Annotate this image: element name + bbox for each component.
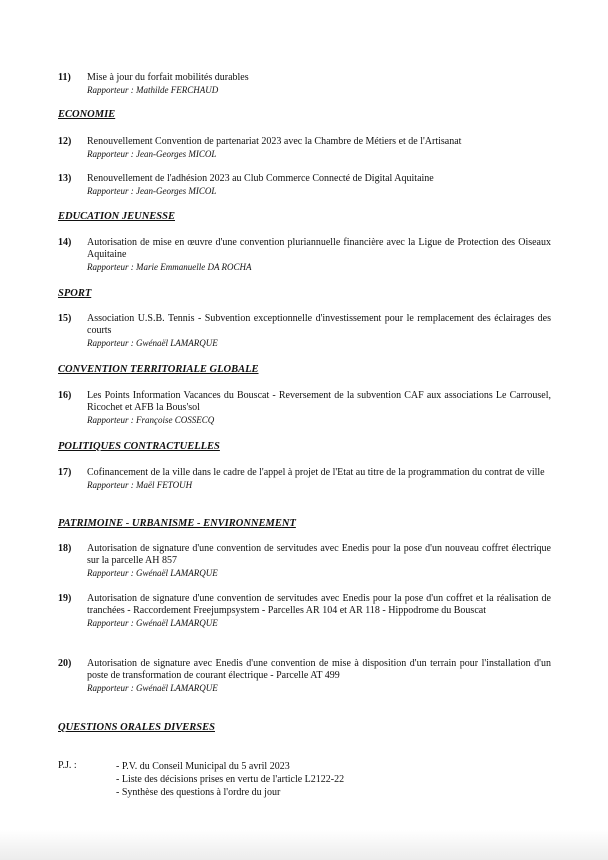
agenda-item-14 — [58, 237, 551, 273]
attachment-item: - P.V. du Conseil Municipal du 5 avril 2023 — [116, 761, 290, 772]
item-number: 12) — [58, 136, 72, 147]
item-text: Autorisation de signature avec Enedis d'une convention de mise à disposition d'un terrain pour l'installation d'un poste de transformation de courant électrique - Parcelle AT 499 — [87, 658, 551, 681]
attachment-item: - Liste des décisions prises en vertu de l'article L2122-22 — [116, 774, 345, 785]
item-text: Cofinancement de la ville dans le cadre de l'appel à projet de l'Etat au titre de la programmation du contrat de ville — [87, 467, 545, 478]
item-text: Association U.S.B. Tennis - Subvention exceptionnelle d'investissement pour le remplacement des éclairages des courts — [87, 313, 551, 336]
attachments-label: P.J. : — [58, 760, 77, 771]
item-text: Autorisation de signature d'une convention de servitudes avec Enedis pour la pose d'un coffret et la réalisation de tranchées - Raccordement Freejumpsystem - Parcelles AR 104 et AR 118 - Hippodrome du Bouscat — [87, 593, 551, 616]
attachments-block — [58, 760, 551, 799]
section-title-sport: SPORT — [58, 288, 92, 299]
item-rapporteur: Rapporteur : Mathilde FERCHAUD — [87, 85, 219, 95]
item-text: Renouvellement de l'adhésion 2023 au Club Commerce Connecté de Digital Aquitaine — [87, 173, 434, 184]
item-number: 13) — [58, 173, 72, 184]
section-title-convention-territoriale: CONVENTION TERRITORIALE GLOBALE — [58, 364, 259, 375]
attachments-list — [116, 760, 551, 799]
item-text: Renouvellement Convention de partenariat 2023 avec la Chambre de Métiers et de l'Artisanat — [87, 136, 462, 147]
item-number: 17) — [58, 467, 72, 478]
item-rapporteur: Rapporteur : Maël FETOUH — [87, 480, 193, 490]
section-title-questions-orales: QUESTIONS ORALES DIVERSES — [58, 722, 215, 733]
section-title-education-jeunesse: EDUCATION JEUNESSE — [58, 211, 175, 222]
agenda-item-17 — [58, 467, 551, 491]
item-text: Autorisation de signature d'une convention de servitudes avec Enedis pour la pose d'un nouveau coffret électrique sur la parcelle AH 857 — [87, 543, 551, 566]
item-text: Mise à jour du forfait mobilités durables — [87, 72, 249, 83]
item-rapporteur: Rapporteur : Gwénaël LAMARQUE — [87, 618, 218, 628]
attachment-item: - Synthèse des questions à l'ordre du jour — [116, 787, 281, 798]
item-rapporteur: Rapporteur : Gwénaël LAMARQUE — [87, 568, 218, 578]
item-number: 18) — [58, 543, 72, 554]
agenda-item-15 — [58, 313, 551, 349]
item-number: 14) — [58, 237, 72, 248]
item-number: 16) — [58, 390, 72, 401]
item-number: 19) — [58, 593, 72, 604]
page-bottom-shadow — [0, 830, 608, 860]
item-rapporteur: Rapporteur : Jean-Georges MICOL — [87, 186, 217, 196]
item-text: Les Points Information Vacances du Bouscat - Reversement de la subvention CAF aux associations Le Carrousel, Ricochet et AFB la Bous'sol — [87, 390, 551, 413]
item-text: Autorisation de mise en œuvre d'une convention pluriannuelle financière avec la Ligue de Protection des Oiseaux Aquitaine — [87, 237, 551, 260]
item-number: 11) — [58, 72, 71, 83]
item-number: 15) — [58, 313, 72, 324]
item-rapporteur: Rapporteur : Marie Emmanuelle DA ROCHA — [87, 262, 252, 272]
section-title-economie: ECONOMIE — [58, 109, 116, 120]
agenda-item-19 — [58, 593, 551, 629]
agenda-item-12 — [58, 136, 551, 160]
item-rapporteur: Rapporteur : Gwénaël LAMARQUE — [87, 338, 218, 348]
agenda-item-13 — [58, 173, 551, 197]
section-title-politiques-contractuelles: POLITIQUES CONTRACTUELLES — [58, 441, 220, 452]
item-rapporteur: Rapporteur : Jean-Georges MICOL — [87, 149, 217, 159]
item-rapporteur: Rapporteur : Gwénaël LAMARQUE — [87, 683, 218, 693]
item-rapporteur: Rapporteur : Françoise COSSECQ — [87, 415, 215, 425]
agenda-item-20 — [58, 658, 551, 694]
agenda-item-18 — [58, 543, 551, 579]
agenda-item-16 — [58, 390, 551, 426]
agenda-item-11 — [58, 72, 551, 96]
item-number: 20) — [58, 658, 72, 669]
section-title-patrimoine-urbanisme: PATRIMOINE - URBANISME - ENVIRONNEMENT — [58, 518, 296, 529]
